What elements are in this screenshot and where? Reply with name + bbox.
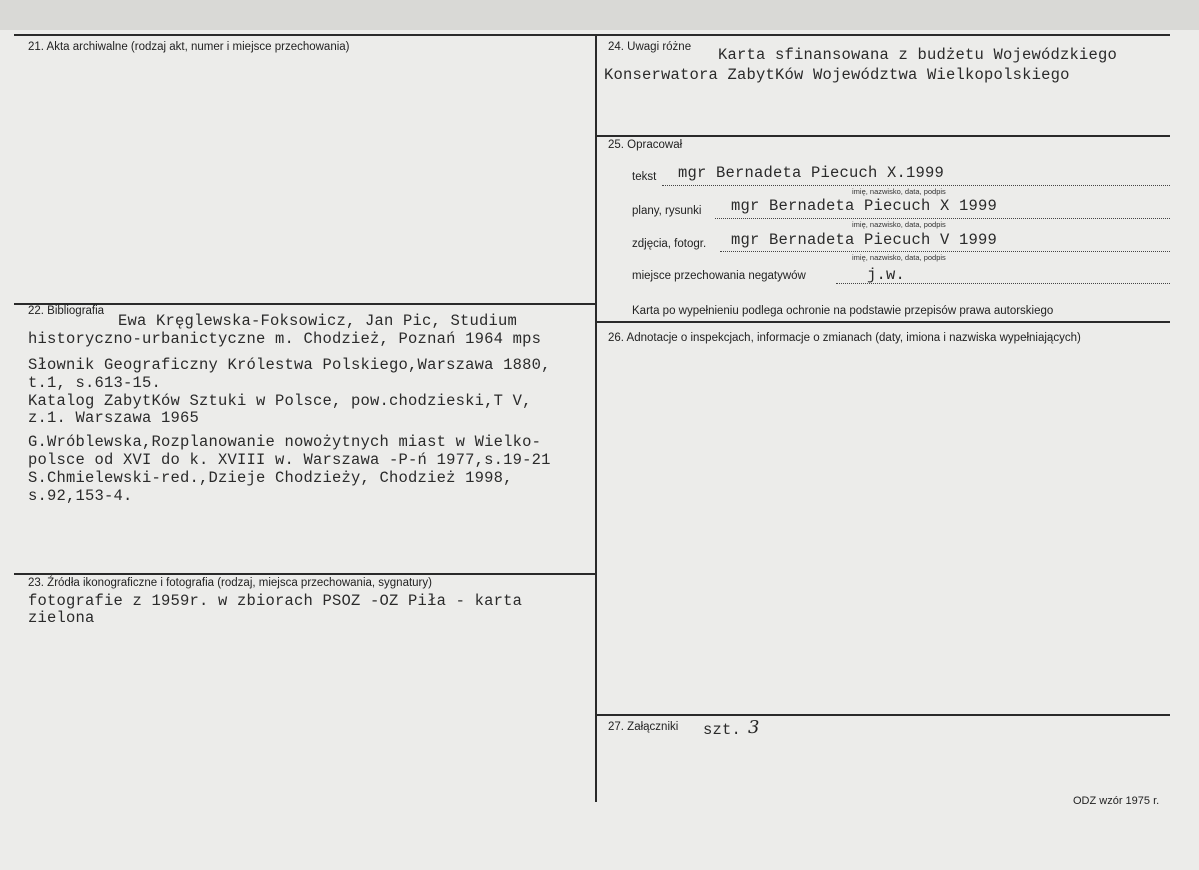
plany-value: mgr Bernadeta Piecuch X 1999 — [731, 197, 998, 215]
negatywy-value: j.w. — [867, 266, 906, 284]
section-21-label: 21. Akta archiwalne (rodzaj akt, numer i miejsce przechowania) — [28, 41, 350, 53]
plany-dotted-line — [715, 218, 1170, 219]
center-divider — [595, 34, 597, 802]
tekst-dotted-line — [662, 185, 1170, 186]
section-22-label: 22. Bibliografia — [28, 305, 105, 317]
bibliography-line: z.1. Warszawa 1965 — [28, 409, 200, 427]
section-24-label: 24. Uwagi różne — [608, 41, 692, 53]
bibliography-line: historyczno-urbanictyczne m. Chodzież, Poznań 1964 mps — [28, 330, 542, 348]
remarks-line: Konserwatora ZabytKów Województwa Wielkopolskiego — [604, 66, 1070, 84]
rule-26-27 — [597, 714, 1170, 716]
sources-line: zielona — [28, 609, 95, 627]
rule-22-23 — [14, 573, 597, 575]
section-25-label: 25. Opracował — [608, 139, 683, 151]
plany-label: plany, rysunki — [632, 205, 702, 217]
bibliography-line: G.Wróblewska,Rozplanowanie nowożytnych miast w Wielko- — [28, 433, 542, 451]
section-27-label: 27. Załączniki — [608, 721, 679, 733]
attachments-count: 3 — [748, 717, 760, 738]
bibliography-line: S.Chmielewski-red.,Dzieje Chodzieży, Chodzież 1998, — [28, 469, 513, 487]
section-23-label: 23. Źródła ikonograficzne i fotografia (rodzaj, miejsca przechowania, sygnatury) — [28, 577, 432, 589]
top-rule — [14, 34, 1170, 36]
bibliography-line: polsce od XVI do k. XVIII w. Warszawa -P-ń 1977,s.19-21 — [28, 451, 551, 469]
bibliography-line: Ewa Kręglewska-Foksowicz, Jan Pic, Studium — [118, 312, 518, 330]
zdjecia-value: mgr Bernadeta Piecuch V 1999 — [731, 231, 998, 249]
zdjecia-dotted-line — [720, 251, 1170, 252]
form-footer: ODZ wzór 1975 r. — [1073, 795, 1160, 807]
tekst-label: tekst — [632, 171, 657, 183]
bibliography-line: Słownik Geograficzny Królestwa Polskiego,Warszawa 1880, — [28, 356, 551, 374]
bibliography-line: s.92,153-4. — [28, 487, 133, 505]
copyright-note: Karta po wypełnieniu podlega ochronie na podstawie przepisów prawa autorskiego — [632, 305, 1054, 317]
remarks-line: Karta sfinansowana z budżetu Wojewódzkiego — [718, 46, 1118, 64]
rule-25-26 — [597, 321, 1170, 323]
negatywy-label: miejsce przechowania negatywów — [632, 270, 806, 282]
attachments-value: szt. — [703, 721, 742, 739]
bibliography-line: Katalog ZabytKów Sztuki w Polsce, pow.chodzieski,T V, — [28, 392, 532, 410]
tekst-value: mgr Bernadeta Piecuch X.1999 — [678, 164, 945, 182]
zdjecia-caption: imię, nazwisko, data, podpis — [852, 253, 946, 262]
tekst-caption: imię, nazwisko, data, podpis — [852, 187, 946, 196]
sources-line: fotografie z 1959r. w zbiorach PSOZ -OZ Piła - karta — [28, 592, 523, 610]
zdjecia-label: zdjęcia, fotogr. — [632, 238, 707, 250]
section-26-label: 26. Adnotacje o inspekcjach, informacje o zmianach (daty, imiona i nazwiska wypełniających) — [608, 332, 1081, 344]
rule-24-25 — [597, 135, 1170, 137]
bibliography-line: t.1, s.613-15. — [28, 374, 162, 392]
plany-caption: imię, nazwisko, data, podpis — [852, 220, 946, 229]
top-band — [0, 0, 1199, 30]
